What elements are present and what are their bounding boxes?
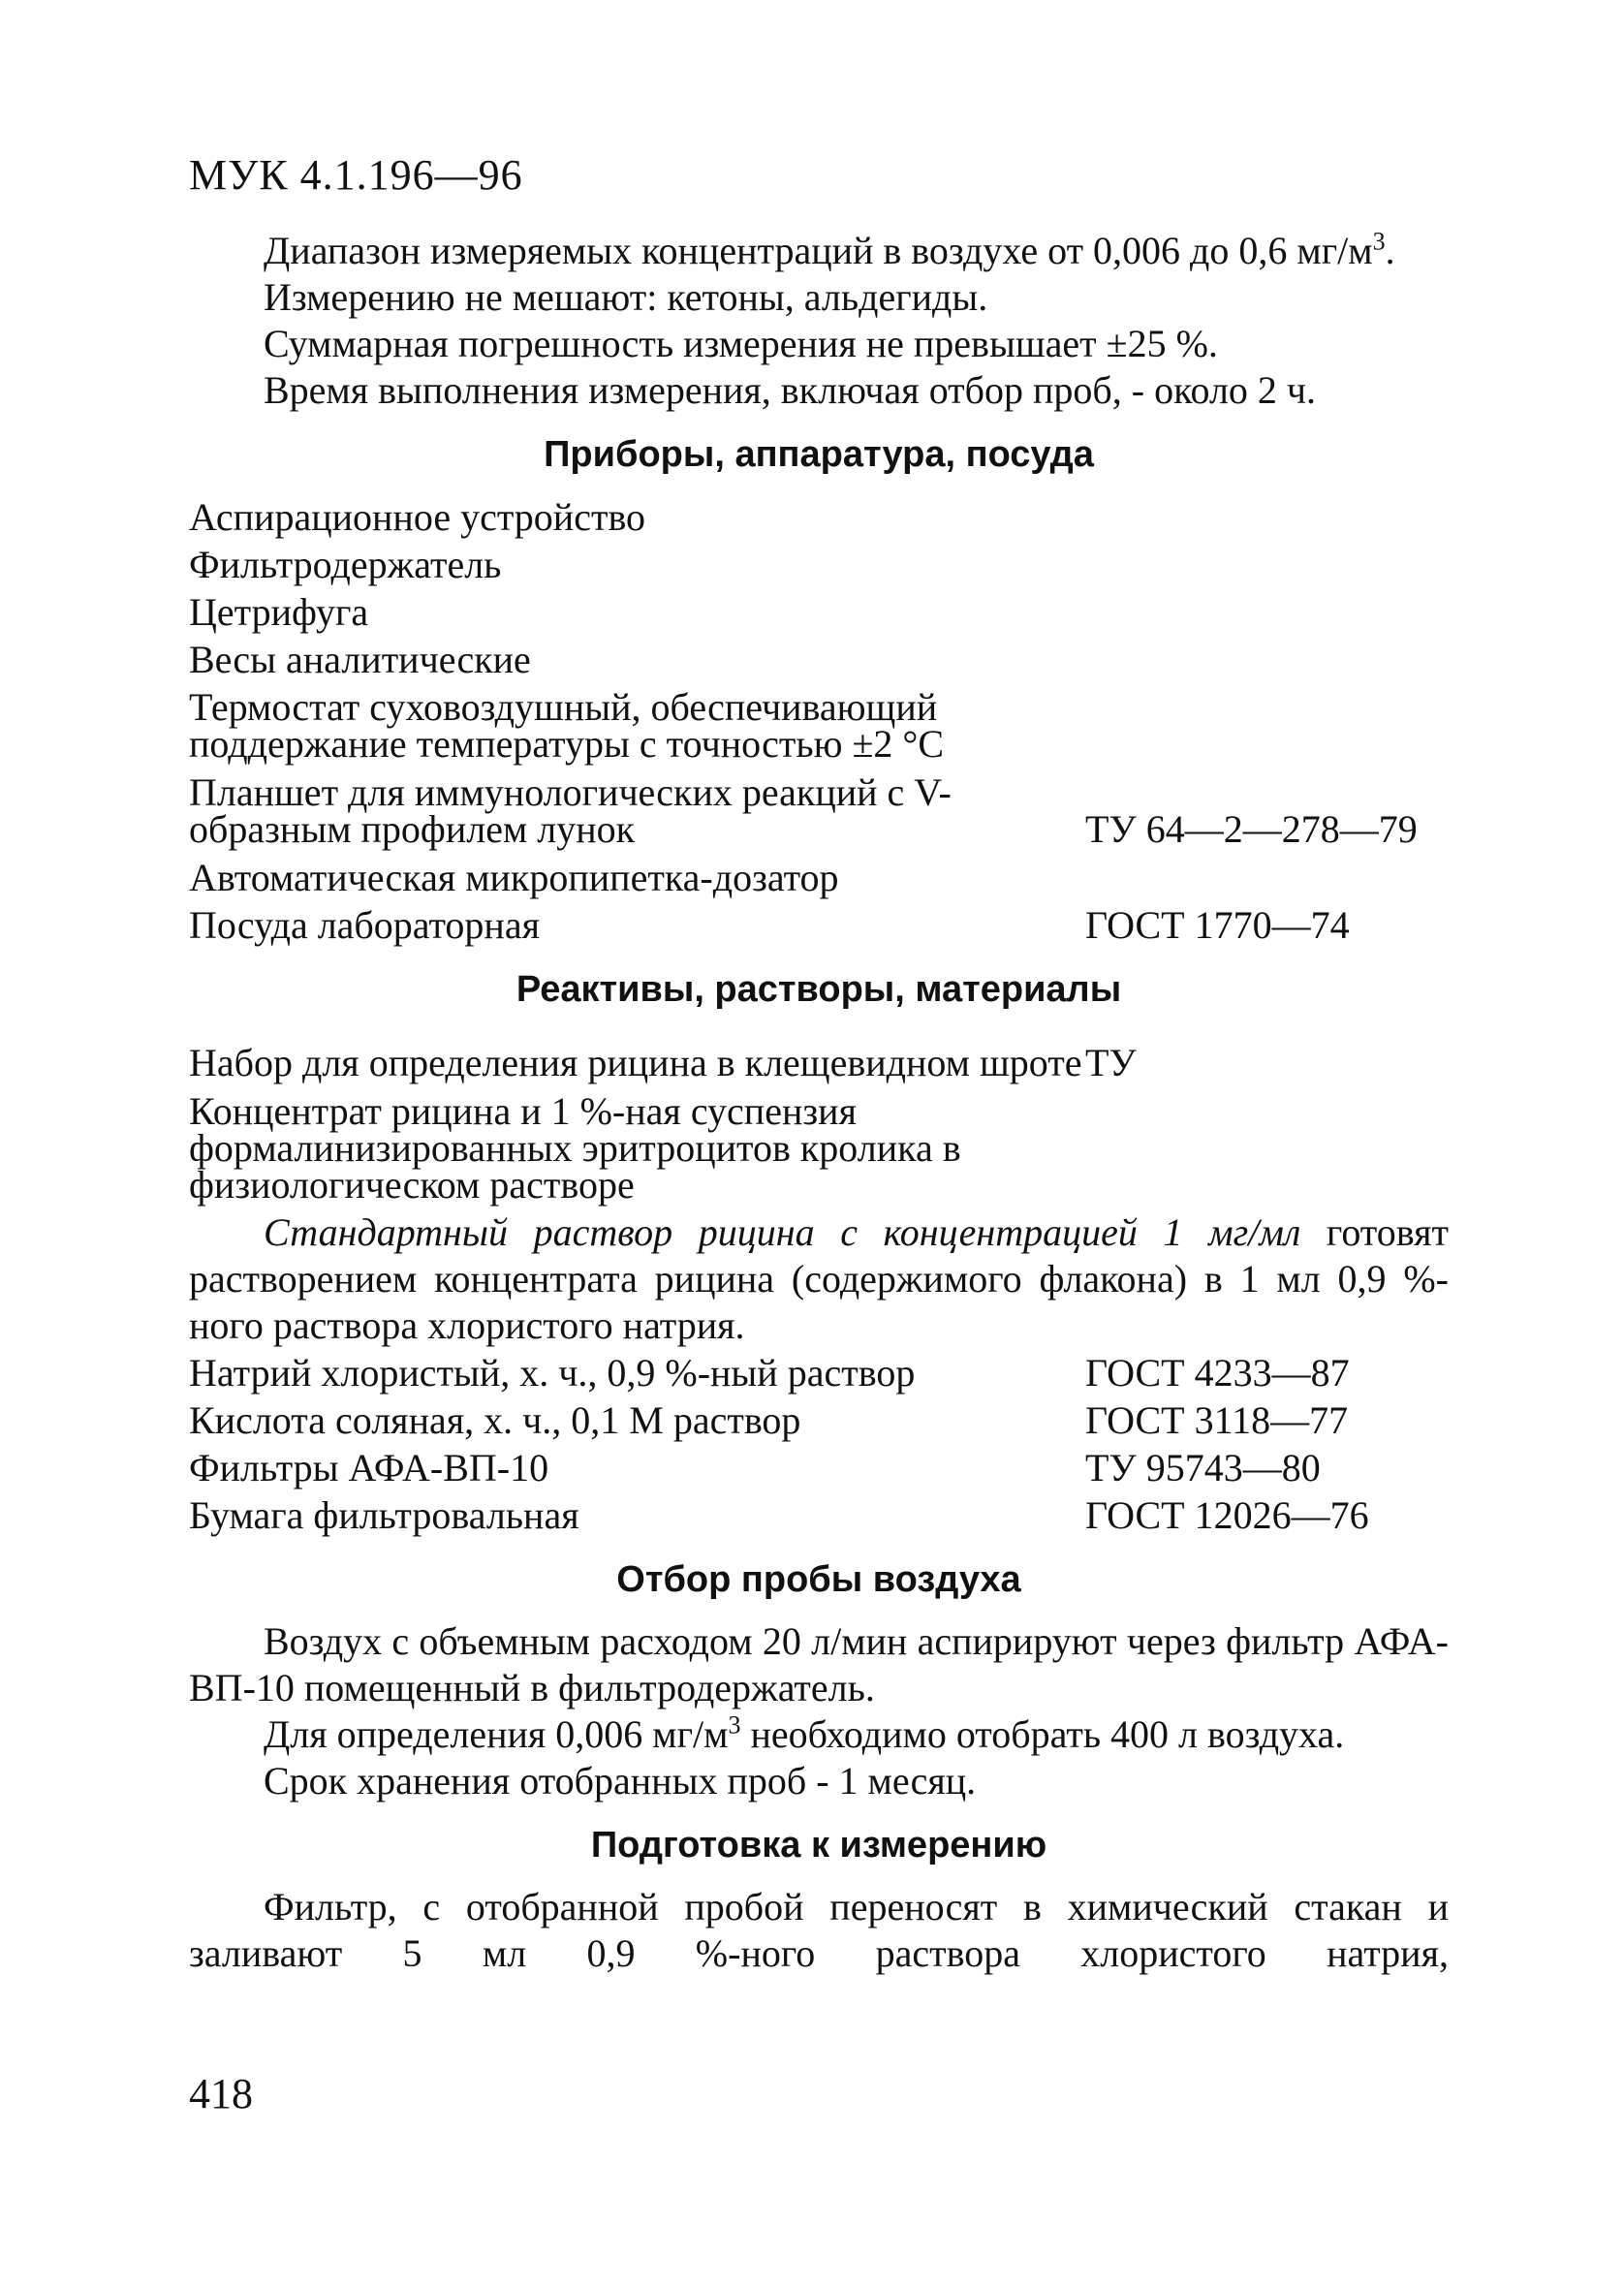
running-header: МУК 4.1.196—96 [189,151,523,199]
list-item [189,854,1449,901]
preparation-paragraph: Фильтр, с отобранной пробой переносят в химический стакан и заливают 5 мл 0,9 %-ного раствора хлористого натрия, [189,1885,1449,1975]
item-name: Термостат суховоздушный, обеспечивающий поддержание температуры с точностью ±2 °С [189,685,945,766]
page-content [189,228,1449,1977]
kit-name: Набор для определения рицина в клещевидном шроте [189,1041,1082,1084]
list-item [189,1491,1449,1539]
item-name: Натрий хлористый, х. ч., 0,9 %-ный раствор [189,1351,916,1395]
standard-solution-paragraph [189,1209,1449,1349]
interference-paragraph: Измерению не мешают: кетоны, альдегиды. [264,275,988,319]
range-end: . [1385,229,1395,272]
equipment-heading: Приборы, аппаратура, посуда [544,434,1094,475]
sampling-heading: Отбор пробы воздуха [616,1559,1021,1600]
list-item [189,1087,1449,1209]
item-name: Фильтры АФА-ВП-10 [189,1446,549,1489]
list-item [189,636,1449,683]
range-text: Диапазон измеряемых концентраций в воздухе от 0,006 до 0,6 мг/м [264,229,1373,272]
item-name: Автоматическая микропипетка-дозатор [189,856,839,899]
list-item [189,1444,1449,1491]
range-exponent: 3 [1372,227,1386,256]
page-number: 418 [189,2070,253,2117]
list-item [189,768,1449,854]
kit-standard: ТУ [1085,1041,1137,1084]
standard-solution-text: готовят растворением концентрата рицина (содержимого флакона) в 1 мл 0,9 %-ного раствора хлористого натрия. [189,1210,1449,1347]
list-item [189,541,1449,588]
sampling-paragraph-3: Срок хранения отобранных проб - 1 месяц. [264,1759,977,1803]
sampling-text-a: Для определения 0,006 мг/м [264,1712,729,1756]
sampling-paragraph-2 [189,1711,1449,1758]
item-name: Весы аналитические [189,638,531,681]
item-name: Планшет для иммунологических реакций с V-образным профилем лунок [189,770,952,851]
item-standard: ТУ 64—2—278—79 [1085,807,1418,851]
preparation-heading: Подготовка к измерению [590,1825,1047,1866]
equipment-list [189,493,1449,949]
sampling-text-b: необходимо отобрать 400 л воздуха. [740,1712,1345,1756]
list-item [189,1396,1449,1444]
item-name: Бумага фильтровальная [189,1493,579,1537]
item-standard: ГОСТ 12026—76 [1085,1493,1369,1537]
reagents-heading: Реактивы, растворы, материалы [515,969,1122,1010]
error-paragraph: Суммарная погрешность измерения не превышает ±25 %. [264,322,1218,365]
concentrate-name: Концентрат рицина и 1 %-ная суспензия формалинизированных эритроцитов кролика в физиологическом растворе [189,1089,961,1207]
duration-paragraph: Время выполнения измерения, включая отбор проб, - около 2 ч. [264,368,1317,412]
standard-solution-term: Стандартный раствор рицина с концентрацией 1 мг/мл [264,1210,1301,1254]
sampling-paragraph-1: Воздух с объемным расходом 20 л/мин аспирируют через фильтр АФА-ВП-10 помещенный в фильтродержатель. [189,1619,1449,1709]
item-name: Кислота соляная, х. ч., 0,1 М раствор [189,1398,801,1442]
item-standard: ТУ 95743—80 [1085,1446,1321,1489]
list-item [189,1028,1449,1087]
list-item [189,493,1449,541]
item-name: Аспирационное устройство [189,495,646,539]
range-paragraph [189,228,1449,274]
list-item [189,1349,1449,1396]
reagents-standards-list [189,1349,1449,1539]
item-name: Фильтродержатель [189,543,502,586]
list-item [189,588,1449,636]
item-standard: ГОСТ 1770—74 [1085,903,1350,947]
item-name: Цетрифуга [189,590,369,634]
sampling-exponent: 3 [728,1710,741,1740]
list-item [189,683,1449,768]
item-name: Посуда лабораторная [189,903,540,947]
item-standard: ГОСТ 3118—77 [1085,1398,1349,1442]
list-item [189,901,1449,949]
item-standard: ГОСТ 4233—87 [1085,1351,1350,1395]
reagents-list [189,1028,1449,1209]
